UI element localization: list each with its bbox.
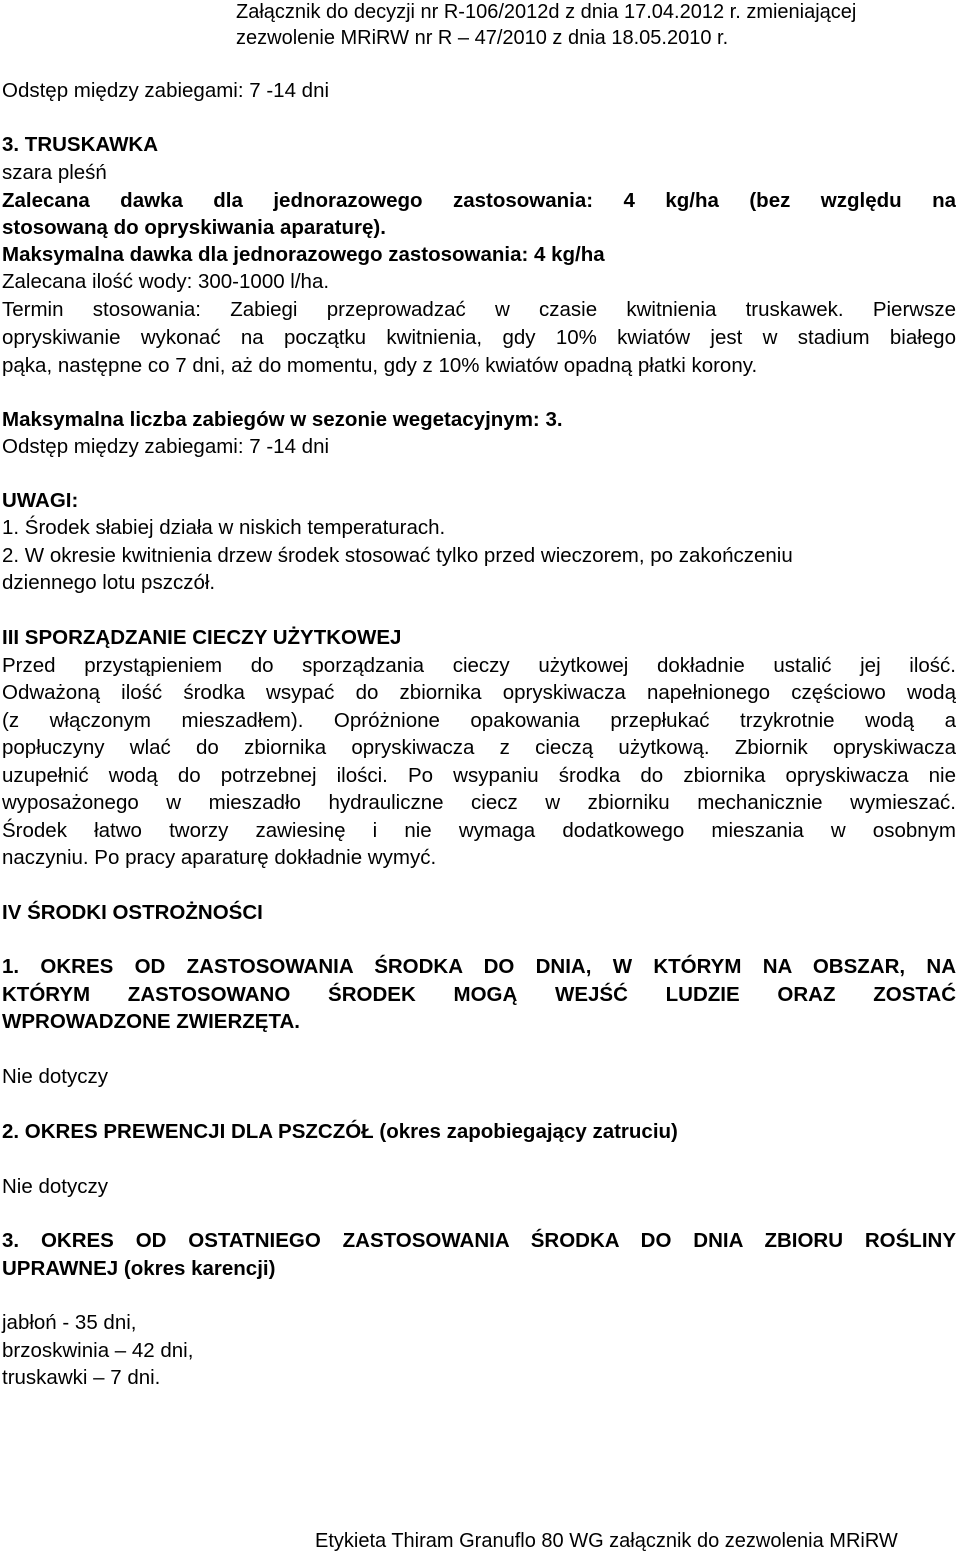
interval-text: Odstęp między zabiegami: 7 -14 dni	[2, 79, 330, 102]
note-2-line-2: dziennego lotu pszczół.	[2, 571, 216, 594]
notes-title: UWAGI:	[2, 489, 79, 512]
water-amount: Zalecana ilość wody: 300-1000 l/ha.	[2, 270, 330, 293]
reentry-value: Nie dotyczy	[2, 1065, 108, 1088]
page-footer: Etykieta Thiram Granuflo 80 WG załącznik do zezwolenia MRiRW	[315, 1530, 898, 1552]
reentry-heading-line-3: WPROWADZONE ZWIERZĘTA.	[2, 1010, 300, 1033]
preparation-line-7: Środek łatwo tworzy zawiesinę i nie wymaga dodatkowego mieszania w osobnym	[2, 819, 956, 842]
max-dose: Maksymalna dawka dla jednorazowego zastosowania: 4 kg/ha	[2, 243, 605, 266]
bee-prevention-value: Nie dotyczy	[2, 1175, 108, 1198]
preharvest-heading-line-2: UPRAWNEJ (okres karencji)	[2, 1257, 276, 1280]
preparation-line-4: popłuczyny wlać do zbiornika opryskiwacza z cieczą użytkową. Zbiornik opryskiwacza	[2, 736, 956, 759]
preparation-line-6: wyposażonego w mieszadło hydrauliczne ciecz w zbiorniku mechanicznie wymieszać.	[2, 791, 956, 814]
strawberry-title: 3. TRUSKAWKA	[2, 133, 159, 156]
application-term-line-3: pąka, następne co 7 dni, aż do momentu, gdy z 10% kwiatów opadną płatki korony.	[2, 354, 758, 377]
recommended-dose-line-2: stosowaną do opryskiwania aparaturę).	[2, 216, 386, 239]
preparation-line-8: naczyniu. Po pracy aparaturę dokładnie wymyć.	[2, 846, 437, 869]
preparation-line-3: (z włączonym mieszadłem). Opróżnione opakowania przepłukać trzykrotnie wodą a	[2, 709, 956, 732]
recommended-dose-line-1: Zalecana dawka dla jednorazowego zastosowania: 4 kg/ha (bez względu na	[2, 189, 956, 212]
disease-name: szara pleśń	[2, 161, 107, 184]
application-term-line-1: Termin stosowania: Zabiegi przeprowadzać w czasie kwitnienia truskawek. Pierwsze	[2, 298, 956, 321]
preharvest-heading-line-1: 3. OKRES OD OSTATNIEGO ZASTOSOWANIA ŚRODKA DO DNIA ZBIORU ROŚLINY	[2, 1229, 956, 1252]
preharvest-peach: brzoskwinia – 42 dni,	[2, 1339, 194, 1362]
reentry-heading-line-1: 1. OKRES OD ZASTOSOWANIA ŚRODKA DO DNIA, W KTÓRYM NA OBSZAR, NA	[2, 955, 956, 978]
preparation-line-2: Odważoną ilość środka wsypać do zbiornika opryskiwacza napełnionego częściowo wodą	[2, 681, 956, 704]
max-treatments: Maksymalna liczba zabiegów w sezonie wegetacyjnym: 3.	[2, 408, 563, 431]
reentry-heading-line-2: KTÓRYM ZASTOSOWANO ŚRODEK MOGĄ WEJŚĆ LUDZIE ORAZ ZOSTAĆ	[2, 983, 956, 1006]
note-1: 1. Środek słabiej działa w niskich temperaturach.	[2, 516, 446, 539]
section-4-title: IV ŚRODKI OSTROŻNOŚCI	[2, 901, 263, 924]
header-line-1: Załącznik do decyzji nr R-106/2012d z dnia 17.04.2012 r. zmieniającej	[236, 1, 857, 23]
header-line-2: zezwolenie MRiRW nr R – 47/2010 z dnia 18.05.2010 r.	[236, 27, 729, 49]
treatment-interval: Odstęp między zabiegami: 7 -14 dni	[2, 435, 330, 458]
preparation-line-5: uzupełnić wodą do potrzebnej ilości. Po wsypaniu środka do zbiornika opryskiwacza nie	[2, 764, 956, 787]
note-2-line-1: 2. W okresie kwitnienia drzew środek stosować tylko przed wieczorem, po zakończeniu	[2, 544, 793, 567]
bee-prevention-heading: 2. OKRES PREWENCJI DLA PSZCZÓŁ (okres zapobiegający zatruciu)	[2, 1120, 678, 1143]
section-3-title: III SPORZĄDZANIE CIECZY UŻYTKOWEJ	[2, 626, 402, 649]
preharvest-apple: jabłoń - 35 dni,	[2, 1311, 137, 1334]
application-term-line-2: opryskiwanie wykonać na początku kwitnienia, gdy 10% kwiatów jest w stadium białego	[2, 326, 956, 349]
preharvest-strawberry: truskawki – 7 dni.	[2, 1366, 161, 1389]
preparation-line-1: Przed przystąpieniem do sporządzania cieczy użytkowej dokładnie ustalić jej ilość.	[2, 654, 956, 677]
